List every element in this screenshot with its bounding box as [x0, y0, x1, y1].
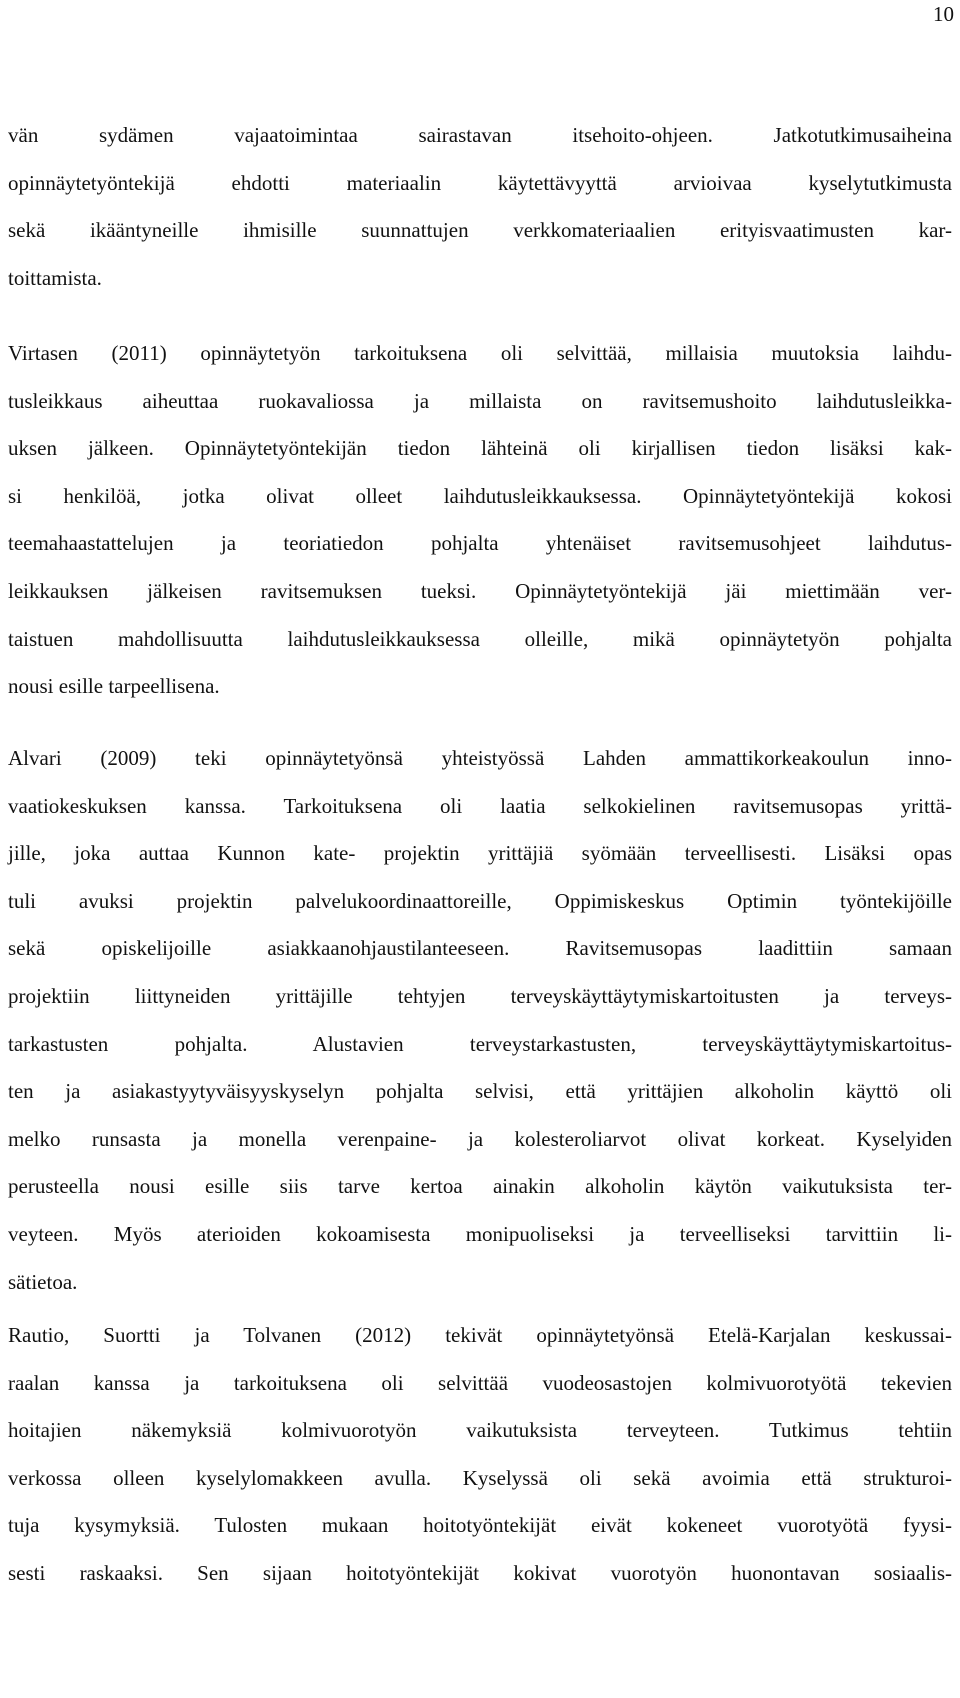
text-line: leikkauksen jälkeisen ravitsemuksen tueksi. Opinnäytetyöntekijä jäi miettimään ver-	[8, 578, 952, 603]
text-line: Virtasen (2011) opinnäytetyön tarkoituksena oli selvittää, millaisia muutoksia laihdu-	[8, 341, 952, 365]
text-line: veyteen. Myös aterioiden kokoamisesta monipuoliseksi ja terveelliseksi tarvittiin li-	[8, 1221, 952, 1246]
text-line: tarkastusten pohjalta. Alustavien terveystarkastusten, terveyskäyttäytymiskartoitus-	[8, 1031, 952, 1056]
text-line: sätietoa.	[8, 1269, 78, 1294]
text-line: tuli avuksi projektin palvelukoordinaattoreille, Oppimiskeskus Optimin työntekijöille	[8, 888, 952, 913]
text-line: vän sydämen vajaatoimintaa sairastavan itsehoito-ohjeen. Jatkotutkimusaiheina	[8, 123, 952, 147]
text-line: sekä ikääntyneille ihmisille suunnattujen verkkomateriaalien erityisvaatimusten kar-	[8, 218, 952, 243]
text-line: melko runsasta ja monella verenpaine- ja kolesteroliarvot olivat korkeat. Kyselyiden	[8, 1126, 952, 1151]
text-line: si henkilöä, jotka olivat olleet laihdutusleikkauksessa. Opinnäytetyöntekijä kokosi	[8, 483, 952, 508]
text-line: nousi esille tarpeellisena.	[8, 674, 220, 699]
text-line: teemahaastattelujen ja teoriatiedon pohjalta yhtenäiset ravitsemusohjeet laihdutus-	[8, 531, 952, 556]
text-line: uksen jälkeen. Opinnäytetyöntekijän tiedon lähteinä oli kirjallisen tiedon lisäksi kak-	[8, 436, 952, 461]
text-line: sekä opiskelijoille asiakkaanohjaustilanteeseen. Ravitsemusopas laadittiin samaan	[8, 936, 952, 961]
text-line: projektiin liittyneiden yrittäjille tehtyjen terveyskäyttäytymiskartoitusten ja terveys-	[8, 983, 952, 1008]
paragraph-2	[8, 330, 952, 711]
text-line: verkossa olleen kyselylomakkeen avulla. Kyselyssä oli sekä avoimia että strukturoi-	[8, 1465, 952, 1490]
text-line: ten ja asiakastyytyväisyyskyselyn pohjalta selvisi, että yrittäjien alkoholin käyttö oli	[8, 1079, 952, 1104]
text-line: taistuen mahdollisuutta laihdutusleikkauksessa olleille, mikä opinnäytetyön pohjalta	[8, 626, 952, 651]
text-line: tusleikkaus aiheuttaa ruokavaliossa ja millaista on ravitsemushoito laihdutusleikka-	[8, 388, 952, 413]
page-number: 10	[933, 2, 954, 26]
text-line: raalan kanssa ja tarkoituksena oli selvittää vuodeosastojen kolmivuorotyötä tekevien	[8, 1370, 952, 1395]
paragraph-1	[8, 112, 952, 302]
text-line: Alvari (2009) teki opinnäytetyönsä yhteistyössä Lahden ammattikorkeakoulun inno-	[8, 746, 952, 770]
paragraph-3	[8, 735, 952, 1306]
text-line: opinnäytetyöntekijä ehdotti materiaalin käytettävyyttä arvioivaa kyselytutkimusta	[8, 170, 952, 195]
text-line: toittamista.	[8, 265, 102, 290]
text-line: hoitajien näkemyksiä kolmivuorotyön vaikutuksista terveyteen. Tutkimus tehtiin	[8, 1418, 952, 1443]
text-line: jille, joka auttaa Kunnon kate- projektin yrittäjiä syömään terveellisesti. Lisäksi opas	[8, 841, 952, 866]
text-line: sesti raskaaksi. Sen sijaan hoitotyöntekijät kokivat vuorotyön huonontavan sosiaalis-	[8, 1560, 952, 1585]
text-line: Rautio, Suortti ja Tolvanen (2012) tekivät opinnäytetyönsä Etelä-Karjalan keskussai-	[8, 1323, 952, 1347]
text-line: tuja kysymyksiä. Tulosten mukaan hoitotyöntekijät eivät kokeneet vuorotyötä fyysi-	[8, 1513, 952, 1538]
text-line: perusteella nousi esille siis tarve kertoa ainakin alkoholin käytön vaikutuksista ter-	[8, 1174, 952, 1199]
text-line: vaatiokeskuksen kanssa. Tarkoituksena oli laatia selkokielinen ravitsemusopas yrittä-	[8, 793, 952, 818]
paragraph-4	[8, 1312, 952, 1598]
